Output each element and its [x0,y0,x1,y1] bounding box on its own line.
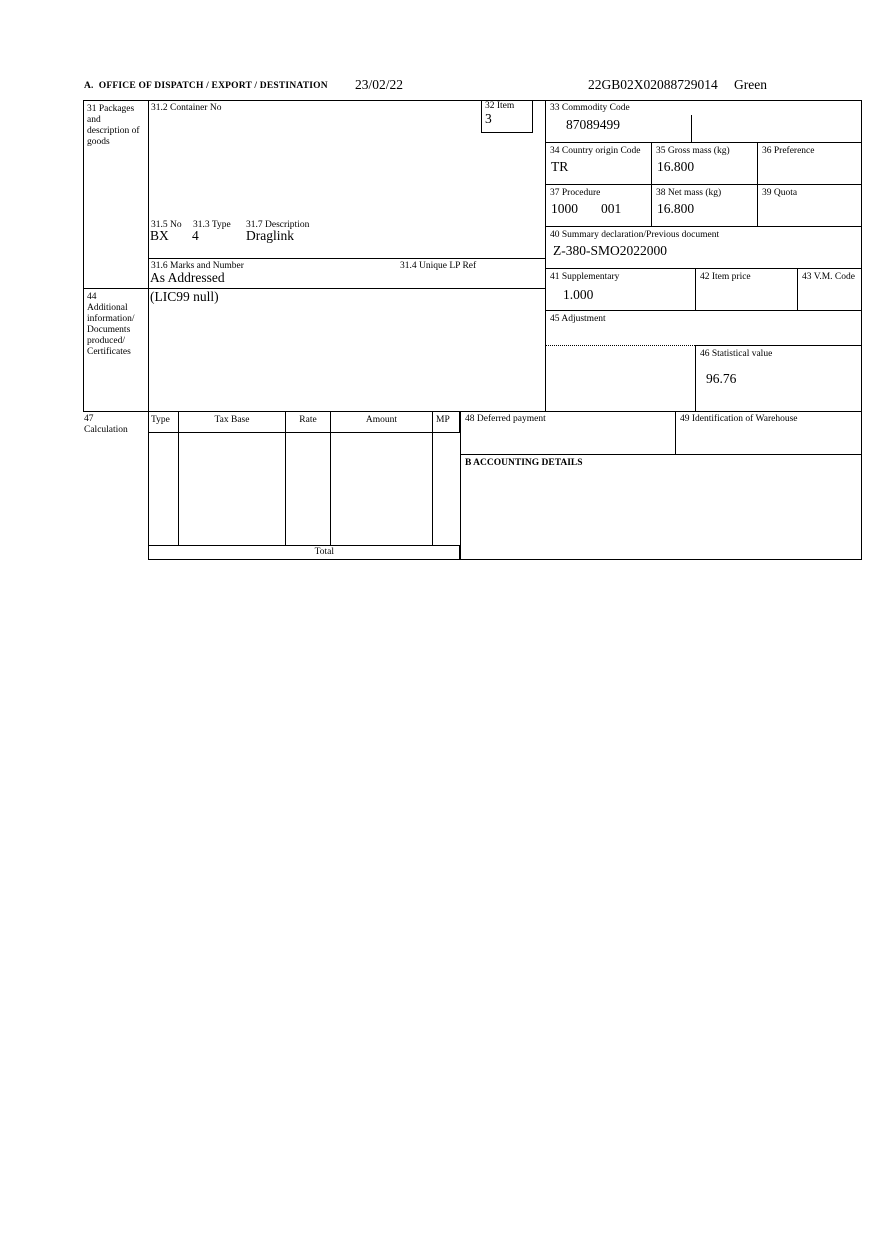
box31-7-description-label: 31.7 Description [246,220,310,230]
box33-subdivision-line [691,115,692,142]
box35-gross-mass-cell [651,143,757,185]
box39-quota-cell [757,185,862,227]
box42-label: 42 Item price [700,272,751,282]
box43-vm-code-cell [797,269,862,311]
table-column-line [330,433,331,545]
box35-value: 16.800 [657,159,695,174]
box37-value-b: 001 [601,201,622,216]
box48-deferred-payment-cell [460,411,675,455]
box33-value: 87089499 [566,117,620,132]
box45-adjustment-cell [545,311,862,345]
box44-number: 44 [87,292,97,302]
box31-3-type-label: 31.3 Type [193,220,231,230]
column-header-tax-base: Tax Base [178,411,285,433]
box43-label: 43 V.M. Code [802,272,855,282]
marks-row-top-border-line [148,258,545,259]
box47-number: 47 [84,414,94,424]
box35-label: 35 Gross mass (kg) [656,146,730,156]
box33-label: 33 Commodity Code [550,103,630,113]
table-column-line [148,433,149,545]
column-header-amount: Amount [330,411,432,433]
box31-5-no-label: 31.5 No [151,220,182,230]
box37-label: 37 Procedure [550,188,601,198]
box31-6-marks-value: As Addressed [150,270,225,285]
column-header-rate: Rate [285,411,330,433]
box49-warehouse-cell [675,411,862,455]
box40-value: Z-380-SMO2022000 [553,243,667,258]
box47-label: Calculation [84,424,128,435]
box31-7-description-value: Draglink [246,228,294,243]
box31-6-marks-label: 31.6 Marks and Number [151,261,244,271]
box36-preference-cell [757,143,862,185]
box40-summary-declaration-cell [545,227,862,269]
box46-dotted-region [545,345,695,411]
table-column-line [432,433,433,545]
box31-label: 31 Packages and description of goods [87,104,140,147]
box37-value-a: 1000 [551,201,578,216]
box32-item-cell [481,100,533,133]
accounting-details-label: B ACCOUNTING DETAILS [465,458,583,468]
box37-procedure-cell [545,185,651,227]
column-header-mp: MP [432,411,460,433]
box38-value: 16.800 [657,201,695,216]
box34-label: 34 Country origin Code [550,146,641,156]
office-of-dispatch-title: A. OFFICE OF DISPATCH / EXPORT / DESTINATION [84,81,328,91]
accounting-details-cell [460,455,862,560]
box33-commodity-code-cell [545,100,862,143]
box32-label: 32 Item [485,101,515,111]
box31-5-no-value: BX [150,228,169,243]
declaration-reference: 22GB02X02088729014 [588,77,718,92]
box46-statistical-value-cell [695,345,862,411]
box48-label: 48 Deferred payment [465,414,546,424]
box44-label-cell [83,288,148,411]
box41-value: 1.000 [563,287,594,302]
box34-country-origin-cell [545,143,651,185]
box44-value: (LIC99 null) [150,289,219,304]
calculation-total-row [148,545,460,560]
box38-label: 38 Net mass (kg) [656,188,722,198]
box41-supplementary-cell [545,269,695,311]
box46-value: 96.76 [706,371,737,386]
table-column-line [285,433,286,545]
box31-3-type-value: 4 [192,228,199,243]
box34-value: TR [551,159,569,174]
total-label: Total [314,547,334,557]
box31-label-cell [83,100,148,288]
box31-2-container-label: 31.2 Container No [151,103,222,113]
box41-label: 41 Supplementary [550,272,620,282]
table-column-line [178,433,179,545]
box38-net-mass-cell [651,185,757,227]
box49-label: 49 Identification of Warehouse [680,414,798,424]
box31-4-lp-ref-label: 31.4 Unique LP Ref [400,261,477,271]
box47-label-cell [84,414,132,436]
column-header-type: Type [148,411,178,433]
box40-label: 40 Summary declaration/Previous document [550,230,720,240]
routing-status: Green [734,77,767,92]
declaration-date: 23/02/22 [355,77,404,92]
box45-label: 45 Adjustment [550,314,606,324]
box44-label: Additional information/ Documents produced/ Certificates [87,302,135,357]
box42-item-price-cell [695,269,797,311]
box32-value: 3 [485,110,492,126]
left-column-divider-line [148,100,149,411]
box46-label: 46 Statistical value [700,349,773,359]
box39-label: 39 Quota [762,188,798,198]
box36-label: 36 Preference [762,146,815,156]
